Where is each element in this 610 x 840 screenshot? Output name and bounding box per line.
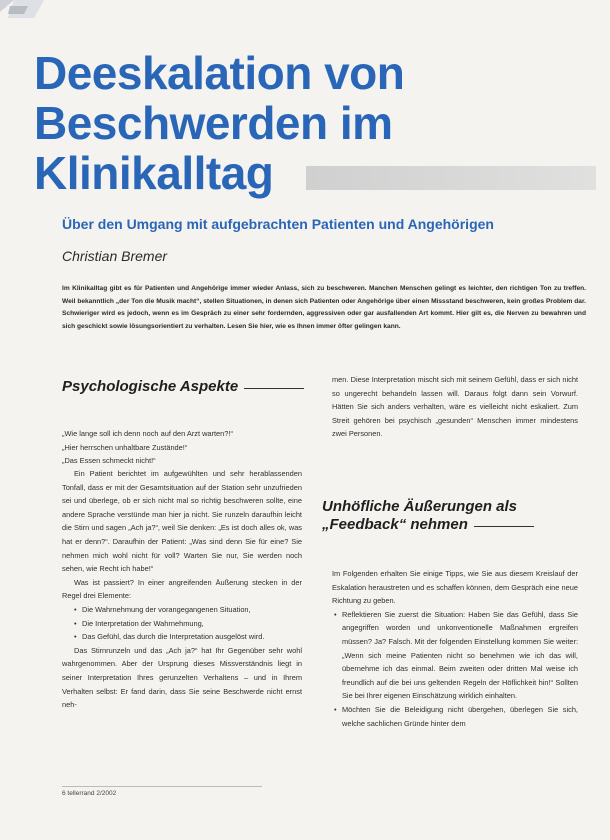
section-heading-feedback (322, 498, 534, 534)
quote-line: „Wie lange soll ich denn noch auf den Arzt warten?!“ (62, 429, 233, 438)
section-heading-psychologische-aspekte (62, 378, 304, 396)
lead-paragraph: Im Klinikalltag gibt es für Patienten und Angehörige immer wieder Anlass, sich zu beschweren. Manchen Menschen gelingt es leichter, den richtigen Ton zu treffen. Weil bekanntlich „der Ton die Musik macht“, stellen Situationen, in denen sich Patienten oder Angehörige über einen Missstand beschweren, kein großes Problem dar. Schwieriger wird es jedoch, wenn es im Gespräch zu einer sehr fordernden, aggressiven oder gar ausfallenden Art kommt. Hier gilt es, die Nerven zu bewahren und sich geschickt sowie lösungsorientiert zu verhalten. Lesen Sie hier, wie es Ihnen immer öfter gelingen kann. (62, 285, 586, 330)
title-line-3: Klinikalltag (34, 147, 274, 199)
section-heading-line-1: Unhöfliche Äußerungen als (322, 498, 518, 515)
body-paragraph: Ein Patient berichtet im aufgewühlten und sehr herablassenden Tonfall, dass er mit der Gesamtsituation auf der Station sehr unzufrieden sei und überlege, ob er sich nicht mal so richtig beschweren sollte, eine andere Sprache verstünde man hier ja nicht. Sie runzeln daraufhin leicht die Stirn und sagen „Ach ja?“, weil Sie denken: „Es ist doch alles ok, was hat er denn?“. Daraufhin der Patient: „Was sind denn Sie für eine? Sie nehmen mich wohl nicht für voll? Warten Sie nur, Sie werden noch sehen, wie Recht ich habe!“ (62, 469, 302, 574)
footer-rule (62, 786, 262, 787)
list-item: • Die Wahrnehmung der vorangegangenen Situation, (82, 603, 302, 617)
quote-line: „Das Essen schmeckt nicht!“ (62, 456, 156, 466)
heading-rule (244, 388, 304, 389)
body-paragraph: Im Folgenden erhalten Sie einige Tipps, wie Sie aus diesem Kreislauf der Eskalation heraustreten und es schaffen können, dem Gespräch eine neue Richtung zu geben. (332, 569, 578, 606)
quote-line: „Hier herrschen unhaltbare Zustände!“ (62, 442, 188, 452)
left-column-body (62, 467, 302, 712)
title-line-1: Deeskalation von (34, 47, 405, 99)
body-paragraph: Was ist passiert? In einer angreifenden Äußerung stecken in der Regel drei Elemente: (62, 577, 302, 601)
article-subtitle: Über den Umgang mit aufgebrachten Patienten und Angehörigen (62, 216, 494, 232)
quote-block (62, 427, 302, 468)
list-item: • Reflektieren Sie zuerst die Situation: Haben Sie das Gefühl, dass Sie angegriffen worden und unkonventionelle Maßnahmen ergreifen müssen? Ja? Falsch. Mit der folgenden Einstellung kommen Sie weiter: „Wenn sich meine Patienten nicht so benehmen wie ich das will, übernehme ich das einmal. Beim zweiten oder dritten Mal weise ich freundlich auf die bei uns geltenden Regeln der Höflichkeit hin!“ Sollten Sie bei Ihrer eigenen Einschätzung wirklich einhalten. (342, 608, 578, 703)
body-paragraph: Das Stirnrunzeln und das „Ach ja?“ hat Ihr Gegenüber sehr wohl wahrgenommen. Aber der Ursprung dieses Missverständnis liegt in seiner Interpretation Ihres gerunzelten Verhaltens – und in Ihrem Verhalten selbst: Er fand darin, dass Sie seine Beschwerde nicht ernst neh- (62, 645, 302, 710)
tips-list (332, 608, 578, 730)
element-list (62, 603, 302, 644)
corner-decoration (0, 0, 60, 32)
section-heading-text: Psychologische Aspekte (62, 378, 239, 395)
body-paragraph: men. Diese Interpretation mischt sich mit seinem Gefühl, dass er sich nicht so ungerecht behandeln lassen will. Daraus folgt dann sein Vorwurf. Hätten Sie sich anders verhalten, wäre es vielleicht nicht eskaliert. Zum Streit gehören bei psychisch „gesunden“ Menschen immer mindestens zwei Personen. (332, 375, 578, 439)
list-item: • Möchten Sie die Beleidigung nicht übergehen, überlegen Sie sich, welche sachlichen Gründe hinter dem (342, 703, 578, 730)
heading-rule (474, 526, 534, 527)
title-decor-bar (306, 166, 596, 190)
right-column-body (332, 567, 578, 730)
section-heading-line-2: „Feedback“ nehmen (322, 516, 468, 533)
page-footer: 6 tellerrand 2/2002 (62, 790, 117, 797)
title-line-2: Beschwerden im (34, 97, 393, 149)
right-column-top (332, 373, 578, 441)
list-item: • Die Interpretation der Wahrnehmung, (82, 617, 302, 631)
list-item: • Das Gefühl, das durch die Interpretation ausgelöst wird. (82, 630, 302, 644)
author-name: Christian Bremer (62, 248, 168, 264)
